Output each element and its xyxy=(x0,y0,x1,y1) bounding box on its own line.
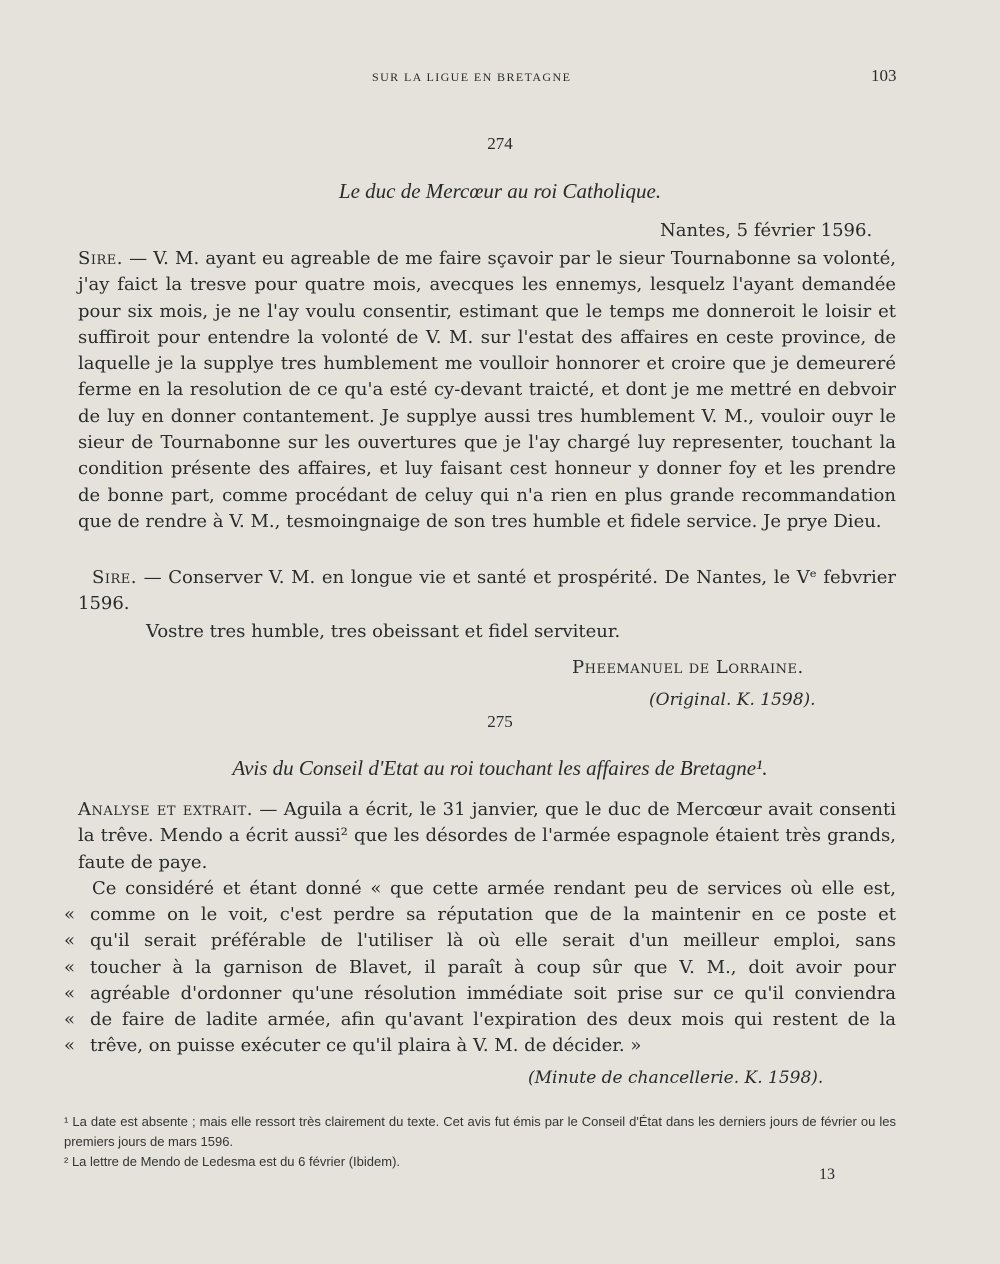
letter-body-274 xyxy=(78,246,896,535)
quote-line: « trêve, on puisse exécuter ce qu'il plaira à V. M. de décider. » xyxy=(64,1035,642,1057)
analysis-paragraph xyxy=(78,797,896,876)
analysis-text: — Aguila a écrit, le 31 janvier, que le duc de Mercœur avait consenti la trêve. Mendo a écrit aussi² que les désordes de l'armée espagnole étaient très grands, faute de paye. xyxy=(78,799,897,873)
doc-title-275: Avis du Conseil d'Etat au roi touchant les affaires de Bretagne¹. xyxy=(232,756,768,780)
footnote-2: ² La lettre de Mendo de Ledesma est du 6 février (Ibidem). xyxy=(64,1154,401,1169)
footnote-1: ¹ La date est absente ; mais elle ressort très clairement du texte. Cet avis fut émis par le Conseil d'État dans les derniers jours de février ou les premiers jours de mars 1596. xyxy=(64,1114,896,1149)
page-number: 103 xyxy=(871,66,897,85)
dateline-274: Nantes, 5 février 1596. xyxy=(660,220,873,241)
letter-closing-paragraph xyxy=(78,565,896,618)
source-275: (Minute de chancellerie. K. 1598). xyxy=(528,1068,824,1088)
analysis-lead: Analyse et extrait. xyxy=(78,799,254,820)
quote-intro: Ce considéré et étant donné « que cette armée rendant peu de services où elle est, xyxy=(92,878,896,899)
running-title: SUR LA LIGUE EN BRETAGNE xyxy=(372,70,572,84)
quote-line: « comme on le voit, c'est perdre sa réputation que de la maintenir en ce poste et xyxy=(64,904,896,925)
salutation-2: Sire. xyxy=(92,567,137,588)
quote-line: « agréable d'ordonner qu'une résolution immédiate soit prise sur ce qu'il conviendra xyxy=(64,982,896,1004)
letter-text: — V. M. ayant eu agreable de me faire sçavoir par le sieur Tournabonne sa volonté, j'ay faict la tresve pour quatre mois, avecques les ennemys, lesquelz l'ayant demandée pour six mois, je ne l'ay voulu consentir, estimant que le temps me donneroit le loisir et suffiroit pour entendre la volonté de V. M. sur l'estat des affaires en ceste province, de laquelle je la supplye tres humblement me voulloir honnorer et croire que je demeureré ferme en la resolution de ce qu'a esté cy-devant traicté, et dont je me mettré en debvoir de luy en donner contantement. Je supplye aussi tres humblement V. M., vouloir ouyr le sieur de Tournabonne sur les ouvertures que je l'ay chargé luy representer, touchant la condition présente des affaires, et luy faisant cest honneur y donner foy et les prendre de bonne part, comme procédant de celuy qui n'a rien en plus grande recommandation que de rendre à V. M., tesmoingnaige de son tres humble et fidele service. Je prye Dieu. xyxy=(78,248,896,532)
doc-number-275: 275 xyxy=(487,712,513,731)
quote-line: « de faire de ladite armée, afin qu'avant l'expiration des deux mois qui restent de la xyxy=(64,1009,896,1031)
footnotes xyxy=(64,1112,896,1172)
doc-number-274: 274 xyxy=(487,134,513,153)
salutation: Sire. xyxy=(78,248,123,269)
quoted-passage xyxy=(64,902,896,1060)
signature-mark: 13 xyxy=(819,1166,835,1183)
letter-closing: Vostre tres humble, tres obeissant et fidel serviteur. xyxy=(146,621,621,642)
running-header xyxy=(0,66,1000,90)
source-274: (Original. K. 1598). xyxy=(649,690,816,710)
quote-line: « toucher à la garnison de Blavet, il paraît à coup sûr que V. M., doit avoir pour xyxy=(64,956,896,978)
signature: Pheemanuel de Lorraine. xyxy=(572,657,804,678)
quote-line: « qu'il serait préférable de l'utiliser là où elle serait d'un meilleur emploi, sans xyxy=(64,930,896,952)
closing-text: — Conserver V. M. en longue vie et santé et prospérité. De Nantes, le Vᵉ febvrier 1596. xyxy=(78,567,896,615)
doc-title-274: Le duc de Mercœur au roi Catholique. xyxy=(338,179,662,203)
